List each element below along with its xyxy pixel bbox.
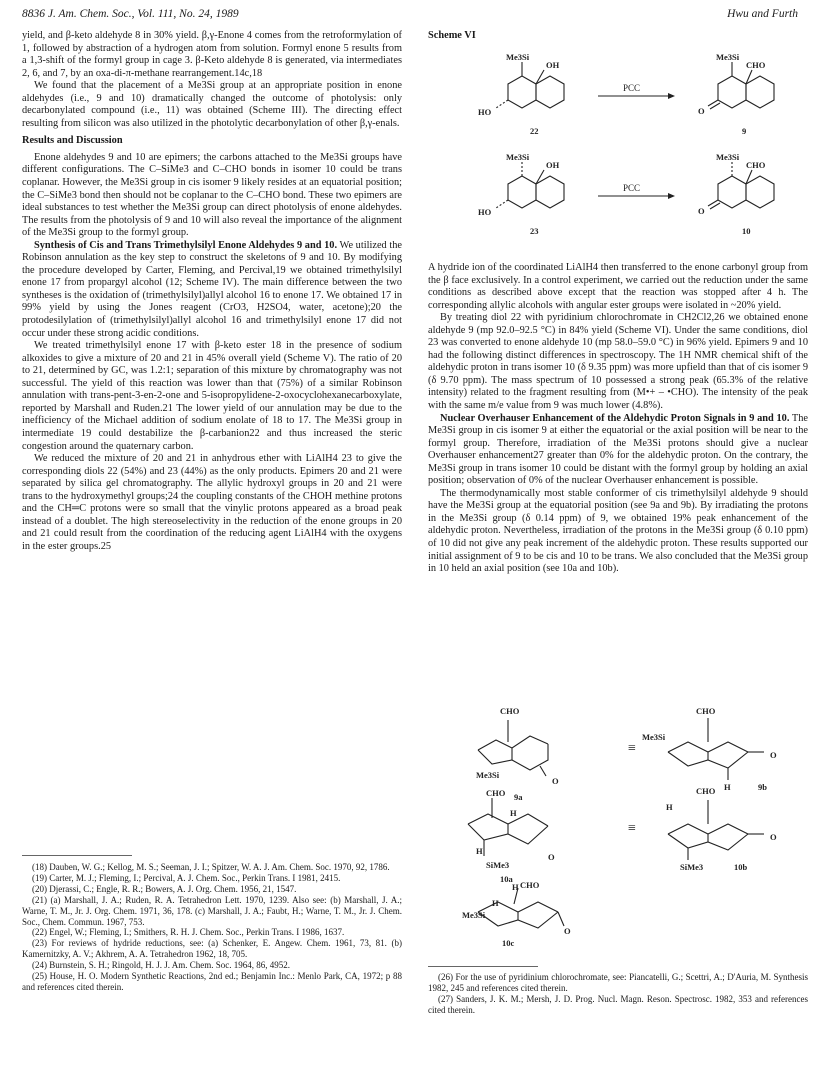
h-label: H <box>492 898 499 908</box>
conformer-drawing <box>428 692 808 962</box>
oh-label: OH <box>546 60 560 70</box>
running-header <box>22 8 798 24</box>
paragraph <box>22 240 402 340</box>
compound-label: 10b <box>734 862 748 872</box>
subsection-heading: Nuclear Overhauser Enhancement of the Aldehydic Proton Signals in 9 and 10. <box>440 412 790 424</box>
footnote: (22) Engel, W.; Fleming, I.; Smithers, R. H. J. Chem. Soc., Perkin Trans. I 1986, 1637. <box>32 927 345 938</box>
footnote: (19) Carter, M. J.; Fleming, I.; Percival, A. J. Chem. Soc., Perkin Trans. I 1981, 2415. <box>32 872 341 883</box>
footnote-rule <box>428 966 538 967</box>
footnote: (21) (a) Marshall, J. A.; Ruden, R. A. Tetrahedron Lett. 1970, 1239. Also see: (b) Marshall, J. A.; Warne, T. M., Jr. J. Org. Chem. 1971, 36, 178. (c) Marshall, J. A.; Faubt, H.; Warne, T. M., Jr. J. Chem. Soc., Chem. Commun. 1967, 753. <box>22 894 402 927</box>
conformer-10c <box>478 888 564 928</box>
right-column <box>428 262 808 576</box>
cho-label: CHO <box>696 706 716 716</box>
o-label: O <box>770 832 777 842</box>
compound-number: 10 <box>742 226 751 236</box>
paragraph: By treating diol 22 with pyridinium chlorochromate in CH2Cl2,26 we obtained enone aldehyde 9 (mp 92.0–92.5 °C) in 84% yield (Scheme VI). Under the same conditions, diol 23 was converted to enone aldehyde 10 (mp 58.0–59.0 °C) in 96% yield. Epimers 9 and 10 had the following distinct differences in spectroscopy. The 1H NMR chemical shift of the aldehydic proton in trans isomer 10 (δ 9.35 ppm) was more upfield than that of cis isomer 9 (δ 9.70 ppm). The mass spectrum of 10 possessed a strong peak (65.3% of the relative intensity) related to the fragment resulting from (M•+ – •CHO). The intensity of the peak with the same m/e value from 9 was much lower (4.8%). <box>428 312 808 412</box>
compound-label: 9a <box>514 792 523 802</box>
paragraph-text: We utilized the Robinson annulation as the key step to construct the skeletons of 9 and 10. By modifying the procedure developed by Carter, Fleming, and Percival,19 we obtained trimethylsilyl enone 17 from propargyl alcohol (12; Scheme IV). The main difference between the two syntheses is the oxidation of (trimethylsilyl)allyl alcohol 16 to enone 17. We obtained 17 in 99% yield by using the Jones reagent (CrO3, H2SO4, water, acetone);20 the protodesilylation of (trimethylsilyl)allyl alcohol 16 and trimethylsilyl enone 17 did not occur under these strong acidic conditions. <box>22 239 402 339</box>
me3si-label: Me3Si <box>716 52 740 62</box>
h-label: H <box>510 808 517 818</box>
h-label: H <box>666 802 673 812</box>
o-label: O <box>698 106 705 116</box>
paragraph: We reduced the mixture of 20 and 21 in anhydrous ether with LiAlH4 23 to give the corresponding diols 22 (54%) and 23 (44%) as the only products. Epimers 20 and 21 were separated by silica gel chromatography. The allylic hydroxyl groups in 20 and 21 were trans to the hydroxymethyl groups;24 the coupling constants of the CHOH methine protons and the CH═C protons were so small that the vinylic protons appeared as a broad peak instead of a doublet. The high stereoselectivity in the reduction of the enone groups in 20 and 21 could result from the coordination of the reducing agent LiAlH4 with the oxygens in the ester groups.25 <box>22 453 402 552</box>
o-label: O <box>698 206 705 216</box>
cho-label: CHO <box>520 880 540 890</box>
footnote: (20) Djerassi, C.; Engle, R. R.; Bowers, A. J. Org. Chem. 1956, 21, 1547. <box>32 883 297 894</box>
compound-label: 9b <box>758 782 767 792</box>
compound-label: 10a <box>500 874 513 884</box>
right-footnotes <box>428 972 808 1016</box>
section-heading: Results and Discussion <box>22 135 123 147</box>
equivalence-sign: ≡ <box>628 821 636 836</box>
equivalence-sign: ≡ <box>628 741 636 756</box>
me3si-label: Me3Si <box>506 52 530 62</box>
left-column <box>22 30 402 553</box>
journal-citation: 8836 J. Am. Chem. Soc., Vol. 111, No. 24, 1989 <box>22 8 239 20</box>
paragraph-text: The Me3Si group in cis isomer 9 at either the equatorial or the axial position will be near to the formyl group. Therefore, irradiation of the Me3Si protons should give a nuclear Overhauser enhancement27 greater than 0% for the aldehydic proton. On the contrary, the Me3Si group in trans isomer 10 could be distant with the formyl group by holding an axial position; observation of 0% of the nuclear Overhauser enhancement is possible. <box>428 412 808 487</box>
scheme-vi-drawing <box>428 44 808 250</box>
paragraph: Enone aldehydes 9 and 10 are epimers; the carbons attached to the Me3Si groups have different configurations. The C–SiMe3 and C–CHO bonds in isomer 10 could be trans coplanar. However, the Me3Si group in cis isomer 9 likely resides at an equatorial position; the C–SiMe3 bond then should not be coplanar to the C–CHO bond. These two epimers are ideal substances to test whether the Me3Si group can direct photolysis of enone aldehydes. The results from the photolysis of 9 and 10 will also reveal the importance of the alignment of the Me3Si group to the formyl group. <box>22 151 402 239</box>
me3si-label: Me3Si <box>506 152 530 162</box>
ho-label: HO <box>478 107 492 117</box>
authors-header: Hwu and Furth <box>727 8 798 20</box>
paragraph: A hydride ion of the coordinated LiAlH4 then transferred to the enone carbonyl group from the β face exclusively. In a control experiment, we carried out the reduction under the same conditions as described above except that the reaction was stopped after 4 h. The corresponding allylic alcohols with angular ester groups were isolated in ~20% yield. <box>428 262 808 311</box>
compound-label: 10c <box>502 938 515 948</box>
paragraph <box>428 413 808 488</box>
o-label: O <box>770 750 777 760</box>
footnote-rule <box>22 855 132 856</box>
compound-number: 23 <box>530 226 539 236</box>
ho-label: HO <box>478 207 492 217</box>
compound-number: 9 <box>742 126 747 136</box>
h-label: H <box>512 882 519 892</box>
arrow-head <box>668 93 675 99</box>
paragraph: We found that the placement of a Me3Si group at an appropriate position in enone aldehydes (i.e., 9 and 10) dramatically changed the outcome of photolysis: only decarbonylated compound (i.e., 11) was obtained (Scheme III). The directing effect resulting from silicon was also utilized in the photolytic decarbonylation of other β,γ-enals. <box>22 80 402 129</box>
left-footnotes <box>22 862 402 993</box>
cho-label: CHO <box>486 788 506 798</box>
conformer-9a <box>478 720 548 776</box>
reagent-label: PCC <box>623 83 641 93</box>
o-label: O <box>548 852 555 862</box>
conformer-9b <box>668 718 764 780</box>
oh-label: OH <box>546 160 560 170</box>
reagent-label: PCC <box>623 183 641 193</box>
cho-label: CHO <box>746 160 766 170</box>
h-label: H <box>724 782 731 792</box>
compound-number: 22 <box>530 126 539 136</box>
sime3-label: SiMe3 <box>680 862 704 872</box>
arrow-head <box>668 193 675 199</box>
o-label: O <box>552 776 559 786</box>
scheme-title: Scheme VI <box>428 30 476 41</box>
conformer-10b <box>668 800 764 860</box>
footnote: (25) House, H. O. Modern Synthetic Reactions, 2nd ed.; Benjamin Inc.: Menlo Park, CA, 1972; p 88 and references cited therein. <box>22 971 402 992</box>
footnote: (24) Burnstein, S. H.; Ringold, H. J. J. Am. Chem. Soc. 1964, 86, 4952. <box>32 960 291 971</box>
cho-label: CHO <box>746 60 766 70</box>
cho-label: CHO <box>696 786 716 796</box>
footnote: (23) For reviews of hydride reductions, see: (a) Schenker, E. Angew. Chem. 1961, 73, 81. (b) Kamernitzky, A. V.; Akhrem, A. A. Tetrahedron 1962, 18, 705. <box>22 938 402 960</box>
footnote: (27) Sanders, J. K. M.; Mersh, J. D. Prog. Nucl. Magn. Reson. Spectrosc. 1982, 353 and references cited therein. <box>428 993 808 1015</box>
paragraph: yield, and β-keto aldehyde 8 in 30% yield. β,γ-Enone 4 comes from the retroformylation of 1, followed by abstraction of a hydrogen atom from solution. Formyl enone 5 results from a 1,3-shift of the formyl group in cage 3. β-Keto aldehyde 8 is generated, via intermediates 2, 6, and 7, by an oxa-di-π-methane rearrangement.14c,18 <box>22 30 402 79</box>
me3si-label: Me3Si <box>716 152 740 162</box>
paragraph: The thermodynamically most stable conformer of cis trimethylsilyl aldehyde 9 should have the Me3Si group at the equatorial position (see 9a and 9b). By irradiating the protons in the Me3Si group (δ 0.14 ppm) of 9, we obtained 19% peak enhancement of the aldehydic proton. Nevertheless, irradiation of the protons in the Me3Si group (δ 0.10 ppm) of 10 did not give any peak increment of the aldehydic proton. These results supported our initial assignment of 9 to be cis and 10 to be trans. We also concluded that the Me3Si group in 10 held an axial position (see 10a and 10b). <box>428 487 808 575</box>
subsection-heading: Synthesis of Cis and Trans Trimethylsilyl Enone Aldehydes 9 and 10. <box>34 239 338 251</box>
cho-label: CHO <box>500 706 520 716</box>
scheme-vi <box>428 30 808 252</box>
o-label: O <box>564 926 571 936</box>
h-label: H <box>476 846 483 856</box>
footnote: (18) Dauben, W. G.; Kellog, M. S.; Seeman, J. I.; Spitzer, W. A. J. Am. Chem. Soc. 1970, 92, 1786. <box>32 862 390 872</box>
footnote: (26) For the use of pyridinium chlorochromate, see: Piancatelli, G.; Scettri, A.; D'Auria, M. Synthesis 1982, 245 and references cited therein. <box>428 972 808 993</box>
me3si-label: Me3Si <box>462 910 486 920</box>
me3si-label: Me3Si <box>642 732 666 742</box>
conformer-figure <box>428 692 808 962</box>
me3si-label: Me3Si <box>476 770 500 780</box>
paragraph: We treated trimethylsilyl enone 17 with β-keto ester 18 in the presence of sodium alkoxides to give a mixture of 20 and 21 in 45% overall yield (Scheme V). The ratio of 20 to 21, determined by GC, was 1.2:1; separation of this mixture by chromatography was not successful. The yield of this reaction was lower than that (75%) of a similar Robinson annulation with trans-pent-3-en-2-one and 5-isopropylidene-2-oxocyclohexanecarboxylate, reported by Marshall and Ruden.21 The lower yield of our annulation may be due to the inefficiency of the Michael addition of sodium enolate of 18 to 17. The Me3Si group in intermediate 19 could destabilize the β-carbanion22 and thus increased the steric congestion around the quaternary carbon. <box>22 340 402 452</box>
sime3-label: SiMe3 <box>486 860 510 870</box>
